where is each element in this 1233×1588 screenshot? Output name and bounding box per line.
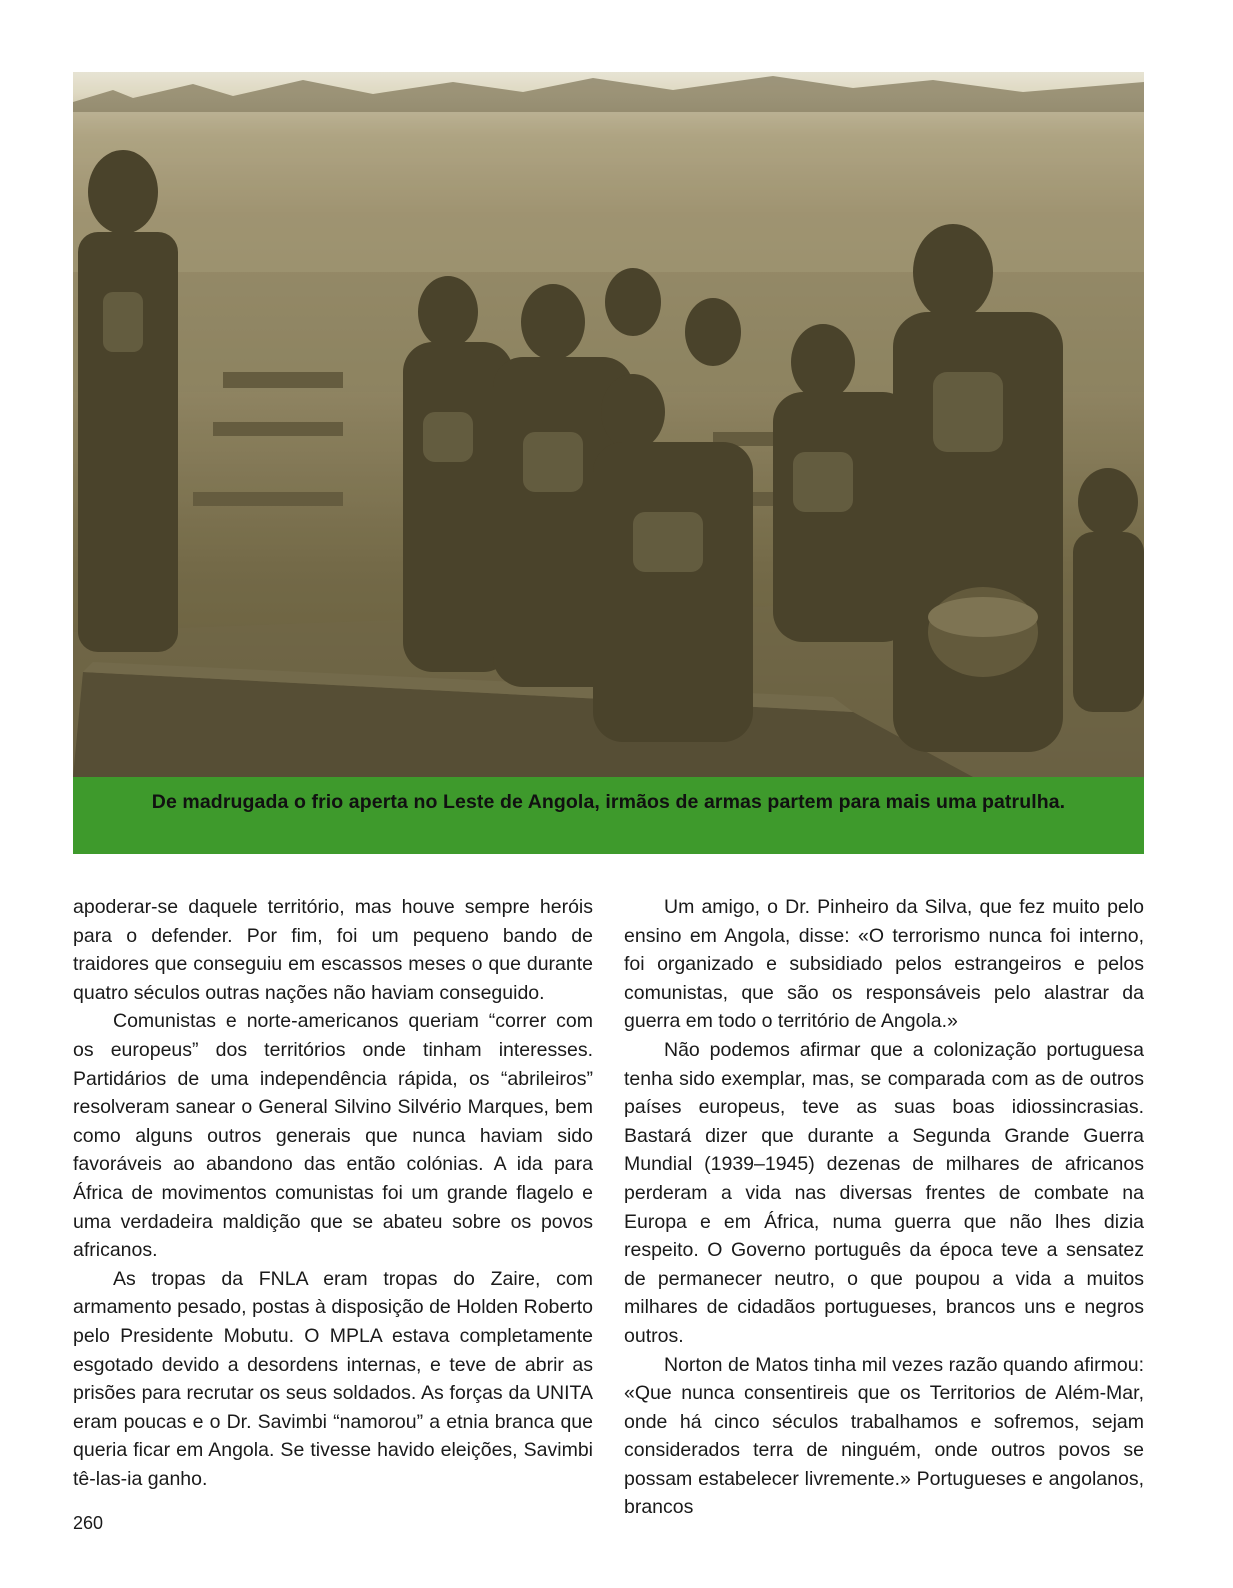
left-text-column bbox=[73, 893, 593, 1493]
page-number: 260 bbox=[73, 1513, 104, 1533]
right-text-column bbox=[624, 893, 1144, 1522]
paragraph: Norton de Matos tinha mil vezes razão quando afirmou: «Que nunca consentireis que os Territorios de Além-Mar, onde há cinco séculos trabalhamos e sofremos, sejam considerados terra de ninguém, onde outros povos se possam estabelecer livremente.» Portugueses e angolanos, brancos bbox=[624, 1353, 1144, 1519]
paragraph: Um amigo, o Dr. Pinheiro da Silva, que fez muito pelo ensino em Angola, disse: «O terrorismo nunca foi interno, foi organizado e subsidiado pelos estrangeiros e pelos comunistas, que são os responsáveis pelo alastrar da guerra em todo o território de Angola.» bbox=[624, 896, 1144, 1033]
paragraph: Não podemos afirmar que a colonização portuguesa tenha sido exemplar, mas, se comparada com as de outros países europeus, teve as suas boas idiossincrasias. Bastará dizer que durante a Segunda Grande Guerra Mundial (1939–1945) dezenas de milhares de africanos perderam a vida nas diversas frentes de combate na Europa e em África, numa guerra que não lhes dizia respeito. O Governo português da época teve a sensatez de permanecer neutro, o que poupou a vida a muitos milhares de cidadãos portugueses, brancos uns e negros outros. bbox=[624, 1038, 1144, 1347]
paragraph: Comunistas e norte-americanos queriam “correr com os europeus” dos territórios onde tinham interesses. Partidários de uma independência rápida, os “abrileiros” resolveram sanear o General Silvino Silvério Marques, bem como alguns outros generais que nunca haviam sido favoráveis ao abandono das então colónias. A ida para África de movimentos comunistas foi um grande flagelo e uma verdadeira maldição que se abateu sobre os povos africanos. bbox=[73, 1010, 593, 1262]
caption-text: De madrugada o frio aperta no Leste de Angola, irmãos de armas partem para mais uma patrulha. bbox=[151, 791, 1066, 813]
photo-caption bbox=[73, 777, 1144, 854]
paragraph: apoderar-se daquele território, mas houve sempre heróis para o defender. Por fim, foi um pequeno bando de traidores que conseguiu em escassos meses o que durante quatro séculos outras nações não haviam conseguido. bbox=[73, 896, 593, 1004]
soldiers-photo-icon bbox=[73, 72, 1144, 777]
soldiers-photo bbox=[73, 72, 1144, 777]
paragraph: As tropas da FNLA eram tropas do Zaire, com armamento pesado, postas à disposição de Holden Roberto pelo Presidente Mobutu. O MPLA estava completamente esgotado devido a desordens internas, e teve de abrir as prisões para recrutar os seus soldados. As forças da UNITA eram poucas e o Dr. Savimbi “namorou” a etnia branca que queria ficar em Angola. Se tivesse havido eleições, Savimbi tê-las-ia ganho. bbox=[73, 1267, 593, 1490]
